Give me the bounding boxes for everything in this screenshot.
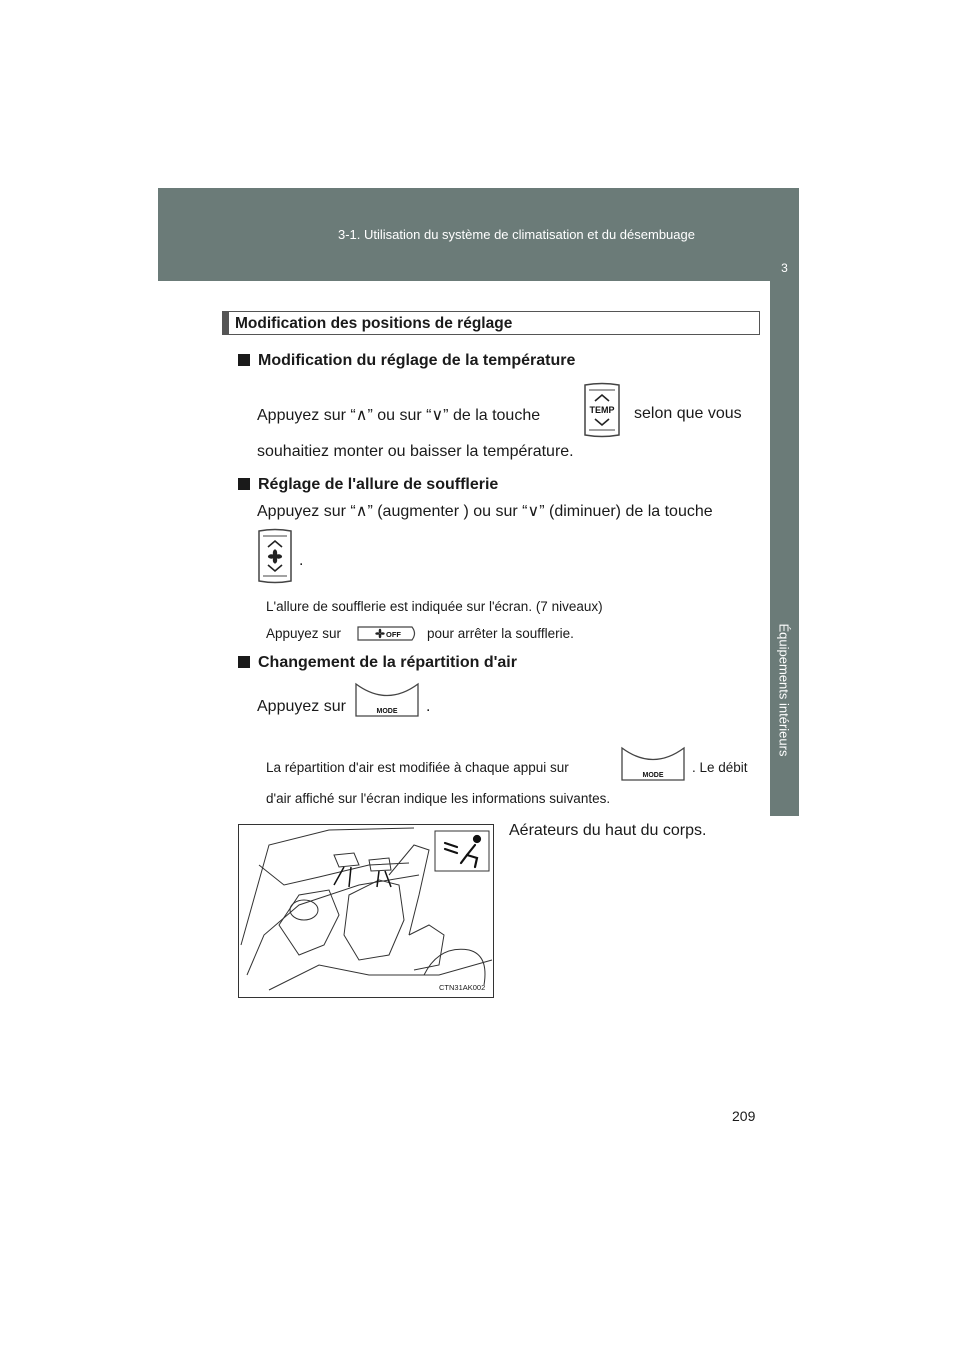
svg-text:MODE: MODE: [642, 772, 664, 779]
figure-caption: Aérateurs du haut du corps.: [509, 822, 707, 839]
svg-text:OFF: OFF: [386, 630, 401, 639]
bullet-square: [238, 354, 250, 366]
fan-heading: Réglage de l'allure de soufflerie: [238, 476, 498, 494]
fan-off-button-icon: [356, 625, 418, 642]
temp-button-icon: [581, 382, 623, 438]
chapter-number: 3: [781, 261, 788, 275]
temperature-heading: Modification du réglage de la température: [238, 352, 575, 370]
fan-instruction-line1: Appuyez sur “∧” (augmenter ) ou sur “∨” (diminuer) de la touche: [257, 503, 713, 520]
page-number: 209: [732, 1108, 756, 1124]
fan-note-off-a: Appuyez sur: [266, 626, 342, 641]
header-title: 3-1. Utilisation du système de climatisation et du désembuage: [338, 227, 695, 242]
section-title-bar: [223, 312, 229, 334]
car-interior-illustration: [239, 825, 493, 997]
fan-button-icon: [255, 528, 295, 584]
svg-text:MODE: MODE: [376, 708, 398, 715]
chapter-name: Équipements intérieurs: [776, 623, 792, 757]
mode-button-small-icon: [620, 745, 686, 783]
figure-code: CTN31AK002: [439, 983, 486, 992]
mode-instruction-a: Appuyez sur: [257, 698, 346, 715]
temperature-instruction-line1: Appuyez sur “∧” ou sur “∨” de la touche: [257, 407, 541, 424]
fan-note-levels: L'allure de soufflerie est indiquée sur l'écran. (7 niveaux): [266, 599, 603, 614]
svg-text:TEMP: TEMP: [589, 405, 615, 415]
car-interior-figure: [238, 824, 494, 998]
fan-note-off-b: pour arrêter la soufflerie.: [427, 626, 574, 641]
temperature-instruction-line1-end: selon que vous: [634, 405, 742, 422]
mode-button-icon: [354, 681, 420, 719]
bullet-square: [238, 478, 250, 490]
mode-instruction-b: .: [426, 698, 431, 715]
mode-note-line1-b: . Le débit: [692, 760, 748, 775]
mode-heading: Changement de la répartition d'air: [238, 654, 517, 672]
bullet-square: [238, 656, 250, 668]
mode-note-line1-a: La répartition d'air est modifiée à chaque appui sur: [266, 760, 569, 775]
section-title: Modification des positions de réglage: [235, 315, 513, 332]
section-title-box: [222, 311, 760, 335]
fan-instruction-period: .: [299, 552, 304, 569]
temperature-instruction-line2: souhaitiez monter ou baisser la température.: [257, 443, 574, 460]
mode-note-line2: d'air affiché sur l'écran indique les informations suivantes.: [266, 791, 611, 806]
